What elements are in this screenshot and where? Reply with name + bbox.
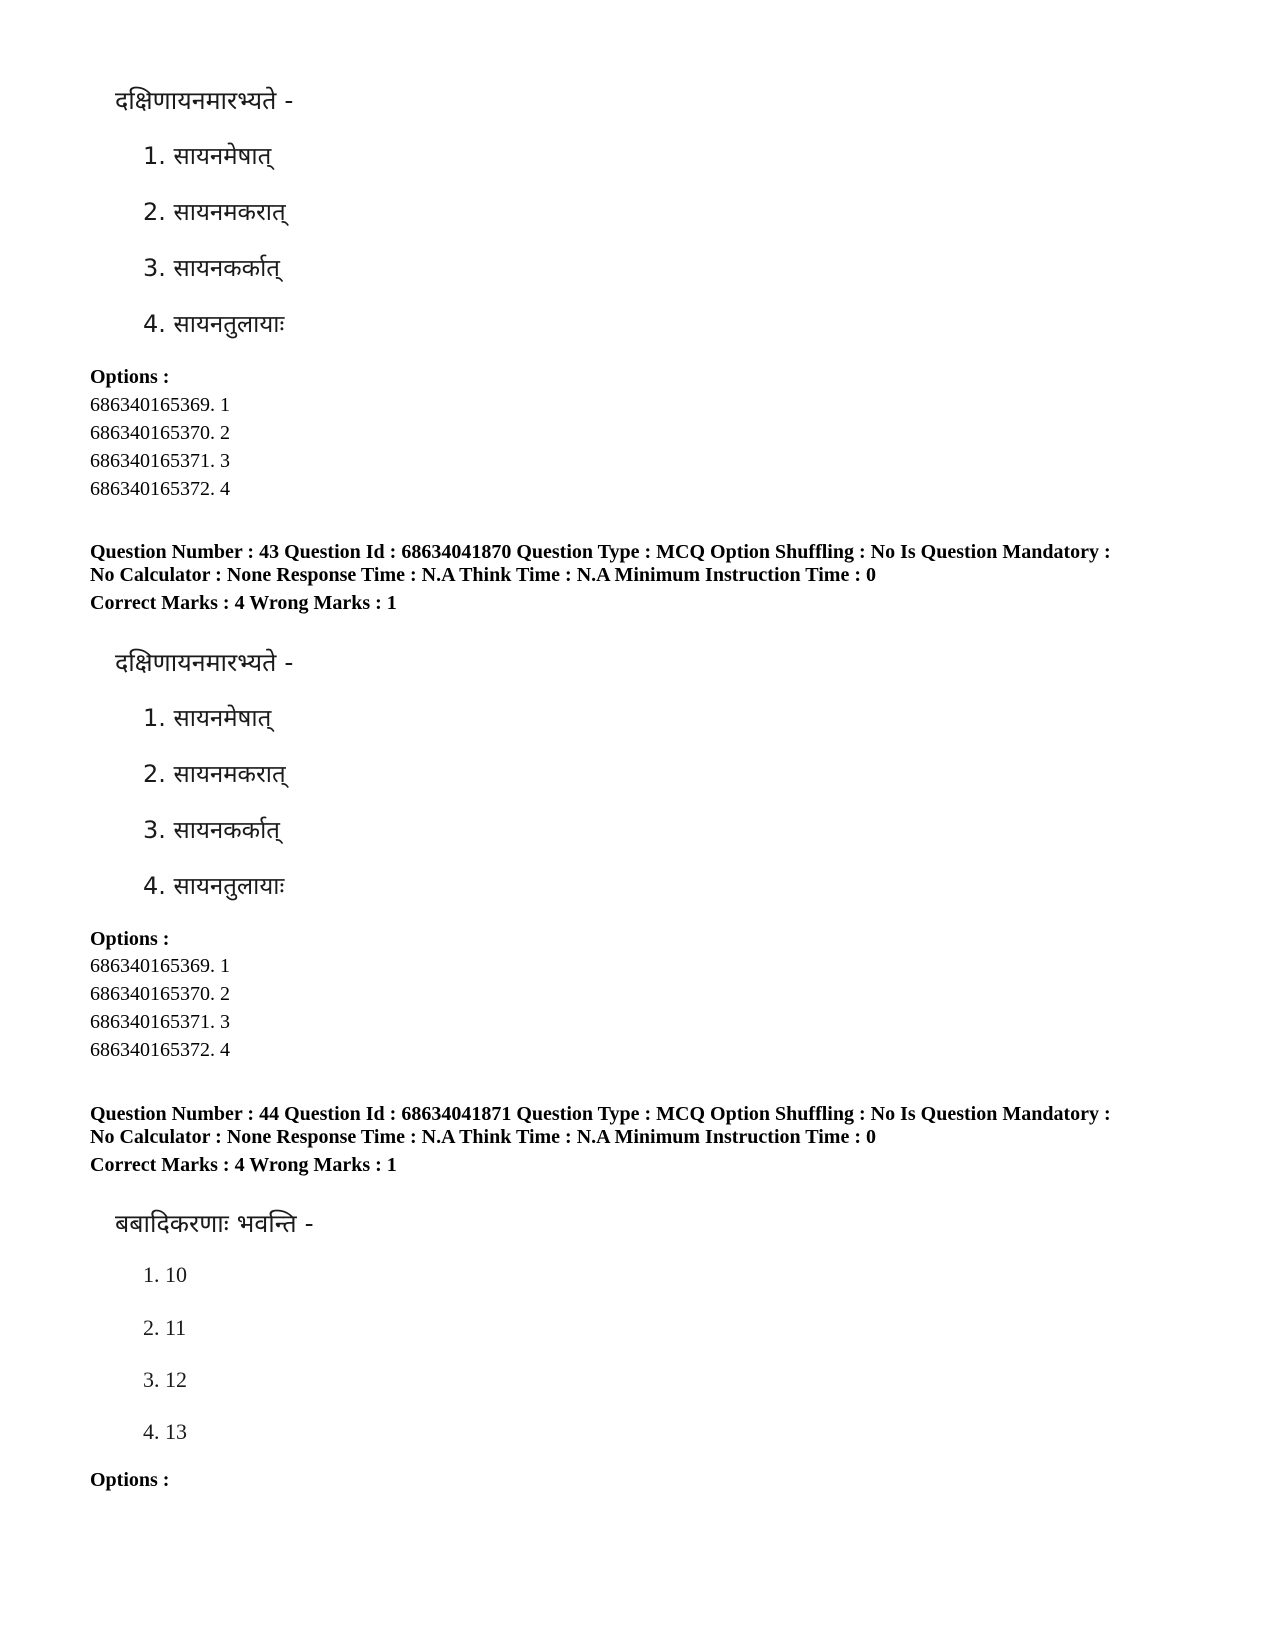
question-choice: 4. 13 xyxy=(143,1419,187,1444)
option-item: 686340165372. 4 xyxy=(90,478,230,500)
question-choice: 1. सायनमेषात् xyxy=(143,704,272,732)
option-item: 686340165370. 2 xyxy=(90,422,230,444)
question-meta: Question Number : 43 Question Id : 68634041870 Question Type : MCQ Option Shuffling : No Is Question Mandatory : xyxy=(90,541,1111,563)
question-choice: 3. सायनकर्कात् xyxy=(143,254,280,282)
question-prompt: दक्षिणायनमारभ्यते - xyxy=(115,86,294,115)
options-label: Options : xyxy=(90,928,170,950)
question-choice: 2. सायनमकरात् xyxy=(143,198,286,226)
question-choice: 1. 10 xyxy=(143,1262,187,1287)
question-meta: Question Number : 44 Question Id : 68634041871 Question Type : MCQ Option Shuffling : No Is Question Mandatory : xyxy=(90,1103,1111,1125)
question-prompt: बबादिकरणाः भवन्ति - xyxy=(115,1209,314,1238)
question-prompt: दक्षिणायनमारभ्यते - xyxy=(115,648,294,677)
options-label: Options : xyxy=(90,1469,170,1491)
question-marks: Correct Marks : 4 Wrong Marks : 1 xyxy=(90,592,397,614)
option-item: 686340165371. 3 xyxy=(90,450,230,472)
question-choice: 2. 11 xyxy=(143,1315,187,1340)
question-meta: No Calculator : None Response Time : N.A Think Time : N.A Minimum Instruction Time : 0 xyxy=(90,564,876,586)
question-choice: 4. सायनतुलायाः xyxy=(143,872,285,900)
options-label: Options : xyxy=(90,366,170,388)
question-choice: 1. सायनमेषात् xyxy=(143,142,272,170)
option-item: 686340165370. 2 xyxy=(90,983,230,1005)
question-choice: 3. 12 xyxy=(143,1367,187,1392)
question-marks: Correct Marks : 4 Wrong Marks : 1 xyxy=(90,1154,397,1176)
option-item: 686340165369. 1 xyxy=(90,394,230,416)
question-choice: 2. सायनमकरात् xyxy=(143,760,286,788)
option-item: 686340165372. 4 xyxy=(90,1039,230,1061)
question-meta: No Calculator : None Response Time : N.A Think Time : N.A Minimum Instruction Time : 0 xyxy=(90,1126,876,1148)
option-item: 686340165371. 3 xyxy=(90,1011,230,1033)
question-choice: 3. सायनकर्कात् xyxy=(143,816,280,844)
option-item: 686340165369. 1 xyxy=(90,955,230,977)
question-choice: 4. सायनतुलायाः xyxy=(143,310,285,338)
